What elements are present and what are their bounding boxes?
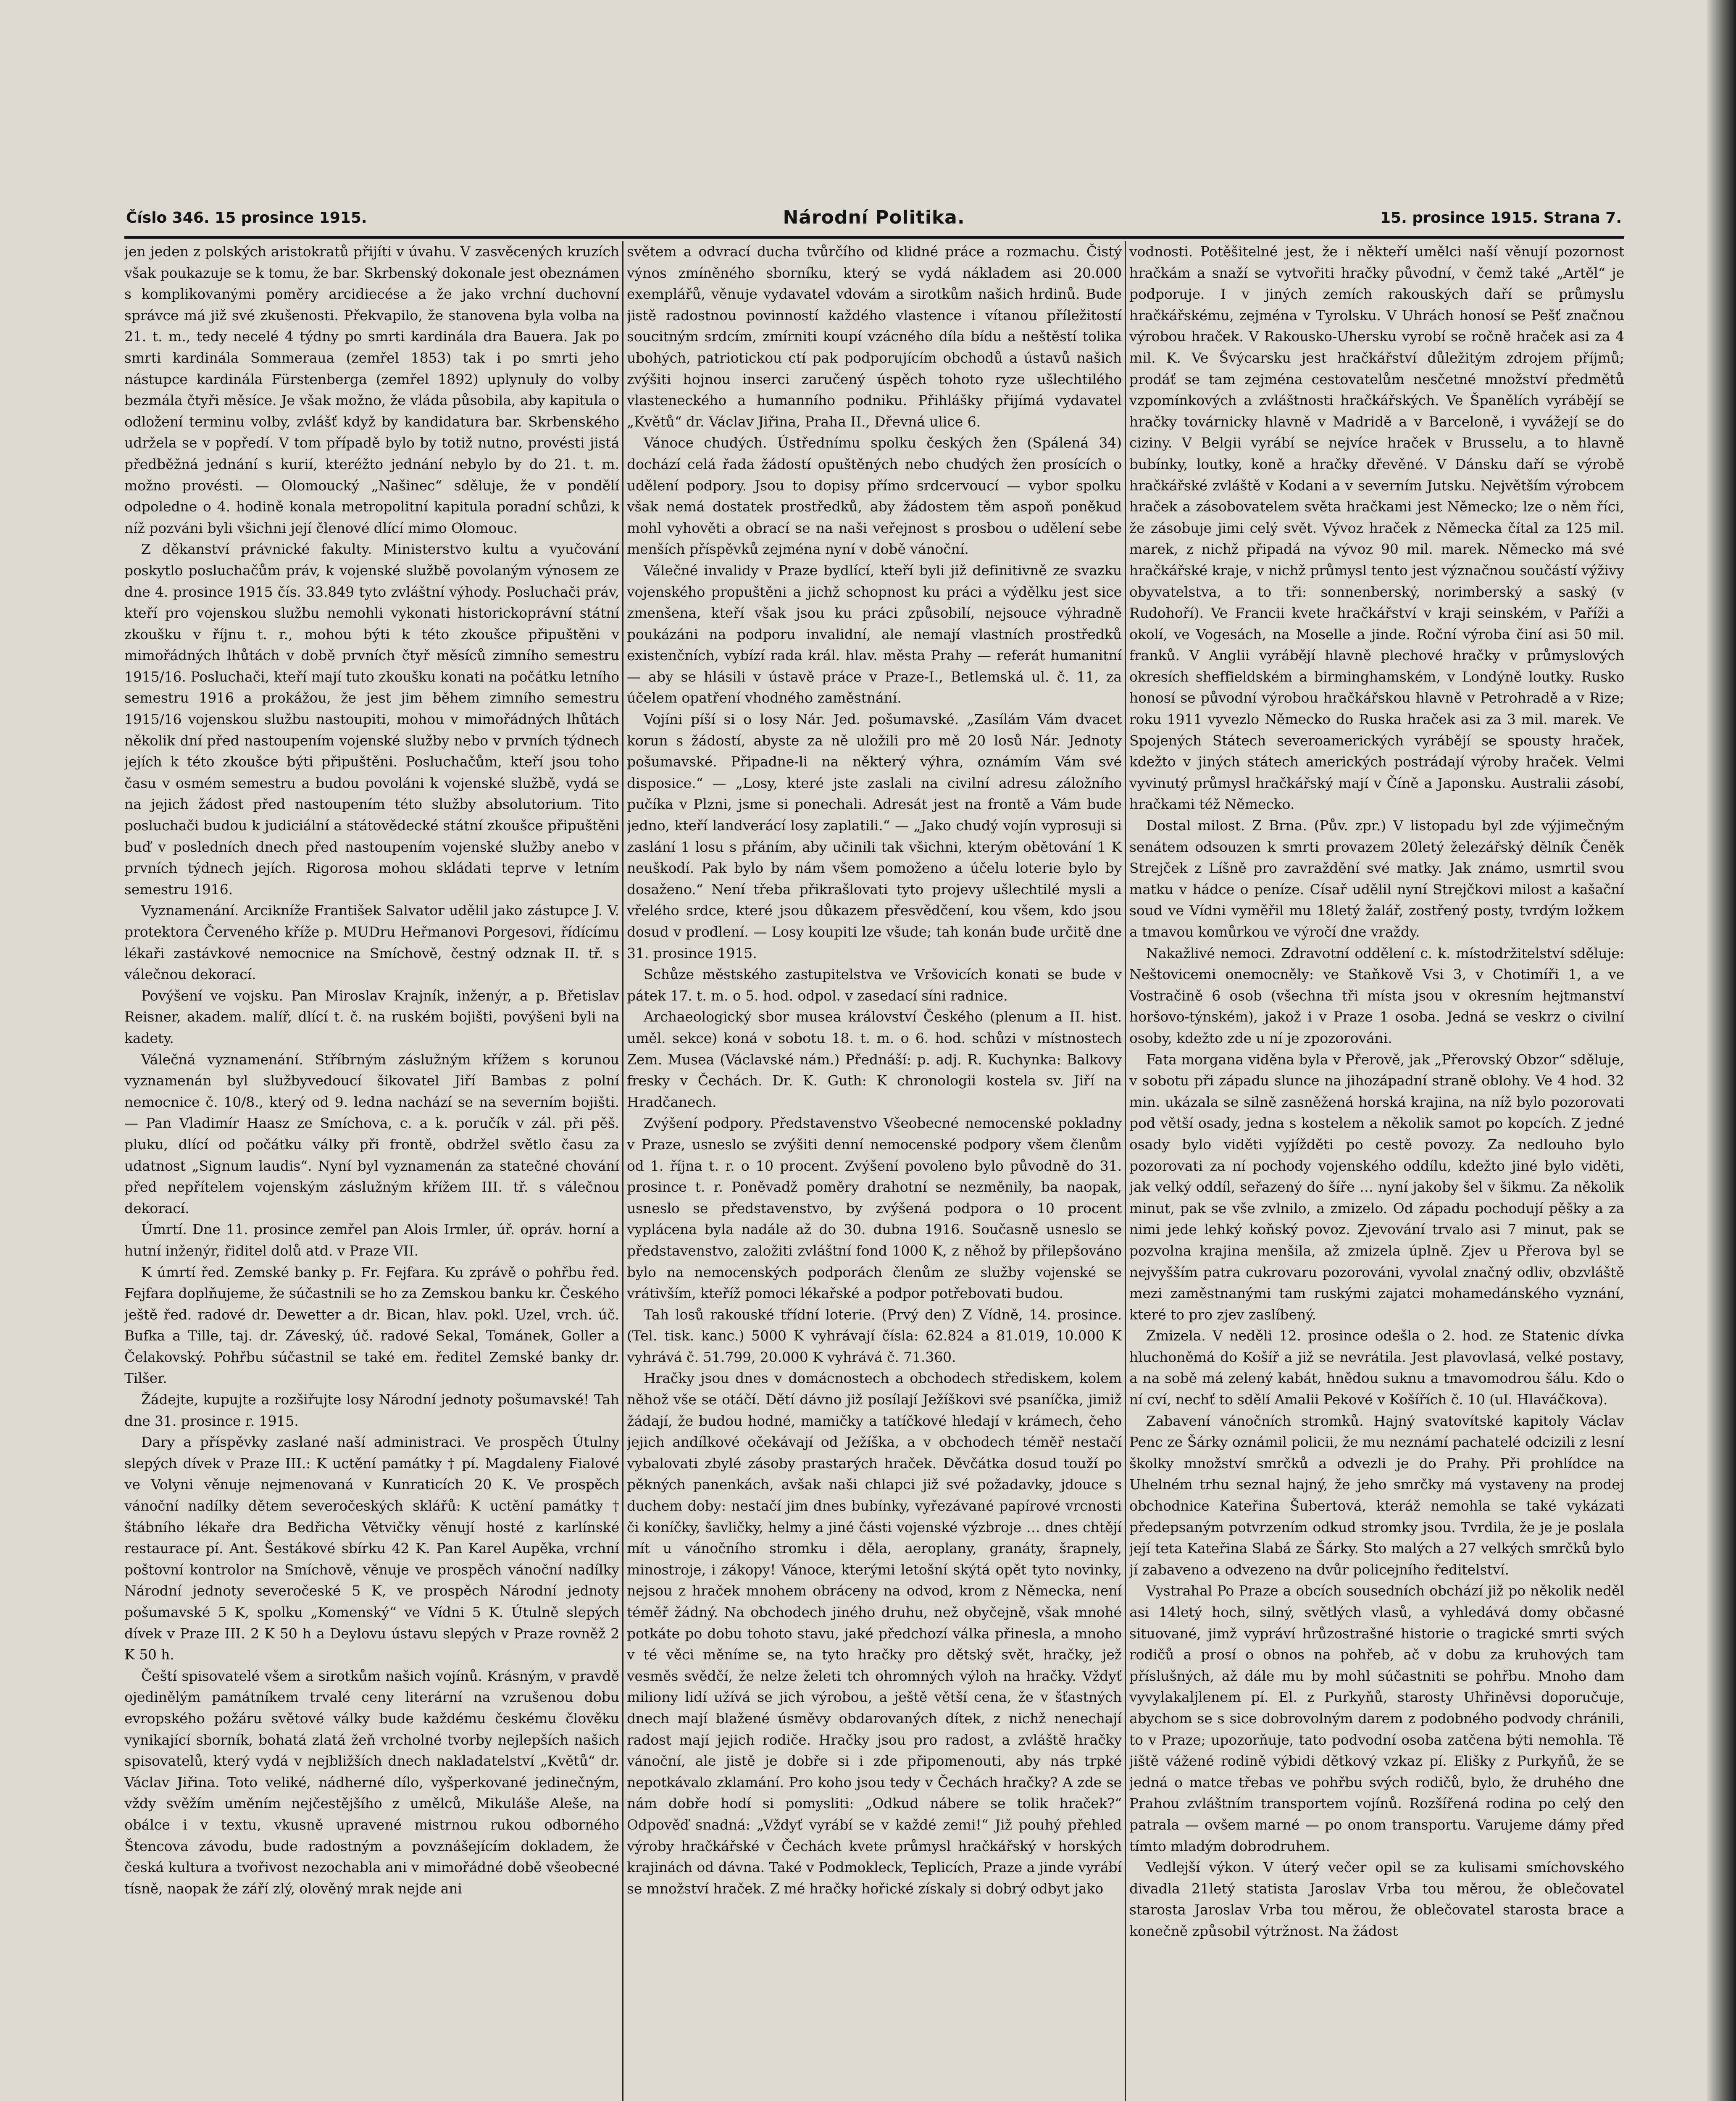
article-paragraph: Hračky jsou dnes v domácnostech a obchodech střediskem, kolem něhož vše se otáčí. Dětí dávno již posílají Ježíškovi své psaníčka, jimiž žádají, že budou hodné, mamičky a tatíčkové hledají v krámech, čeho jejich andílkové očekávají od Ježíška, a v obchodech téměř nestačí vybalovati zbylé zásoby prastarých hraček. Děvčátka dosud touží po pěkných panenkách, avšak naši chlapci již své požadavky, jdouce s duchem doby: nestačí jim dnes bubínky, vyřezávané papírové vrcnosti či koníčky, šavličky, helmy a jiné části vojenské výzbroje … dnes chtějí mít u vánočního stromku i děla, aeroplany, granáty, šrapnely, minostroje, i zákopy! Vánoce, kterými letošní skýtá opět tyto novinky, nejsou z hraček mnohem obráceny na odvod, krom z Německa, není téměř žádný. Na obchodech jiného druhu, než obyčejně, však mnohé potkáte po dobu tohoto stavu, jaké předchozí válka přinesla, a mnoho v té věci měníme se, na tyto hračky pro dětský svět, hračky, jež vesměs svědčí, že nelze želeti tch ohromných výloh na hračky. Vždyť miliony lidí užívá se jich výrobou, a ještě větší cena, že v šťastných dnech mají blažené úsměvy obdarovaných dítek, z nichž nenechají radost mají jejich rodiče. Hračky jsou pro radost, a zvláště hračky vánoční, ale jistě je dobře si i zde připomenouti, aby nás trpké nepotkávalo zklamání. Pro koho jsou tedy v Čechách hračky? A zde se nám dobře hodí si pomysliti: „Odkud nábere se tolik hraček?“ Odpověď snadná: „Vždyť vyrábí se v každé zemi!“ Již pouhý přehled výroby hračkářské v Čechách kvete průmysl hračkářský v horských krajinách od dávna. Také v Podmokleck, Teplicích, Praze a jinde vyrábí se množství hraček. Z mé hračky hořické získaly si dobrý odbyt jako	[627, 1370, 1122, 1897]
header-rule	[124, 236, 1624, 239]
article-paragraph: Vedlejší výkon. V úterý večer opil se za kulisami smíchovského divadla 21letý statista Jaroslav Vrba tou měrou, že oblečovatel starosta Jaroslav Vrba tou měrou, že oblečovatel starosta brace a konečně způsobil výtržnost. Na žádost	[1129, 1859, 1624, 1939]
scan-dark-edge	[1707, 0, 1736, 2101]
article-paragraph: Válečné invalidy v Praze bydlící, kteří byli již definitivně ze svazku vojenského propuštěni a jichž schopnost ku práci a výdělku jest sice zmenšena, kteří však jsou ku práci způsobilí, nejsouce výhradně poukázáni na podporu invalidní, ale nemají vlastních prostředků existenčních, vybízí rada král. hlav. města Prahy — referát humanitní — aby se hlásili v ústavě práce v Praze-I., Betlemská ul. č. 11, za účelem opatření vhodného zaměstnání.	[627, 562, 1122, 706]
article-paragraph: Zvýšení podpory. Představenstvo Všeobecné nemocenské pokladny v Praze, usneslo se zvýšiti denní nemocenské podpory všem členům od 1. října t. r. o 10 procent. Zvýšení povoleno bylo původně do 31. prosince t. r. Poněvadž poměry drahotní se nezměnily, ba naopak, usneslo se představenstvo, by zvýšená podpora o 10 procent vyplácena byla nadále až do 30. dubna 1916. Současně usneslo se představenstvo, založiti zvláštní fond 1000 K, z něhož by přilepšováno bylo na nemocenských podporách členům ze služby vojenské se vrátivším, kteříž pomoci lékařské a podpor potřebovati budou.	[627, 1115, 1122, 1302]
article-paragraph: Zabavení vánočních stromků. Hajný svatovítské kapitoly Václav Penc ze Šárky oznámil policii, že mu neznámí pachatelé odcizili z lesní školky množství smrčků a odvezli je do Prahy. Při prohlídce na Uhelném trhu seznal hajný, že jeho smrčky má vystaveny na prodej obchodnice Kateřina Šubertová, kteráž nemohla se také vykázati předepsaným potvrzením odkud stromky jsou. Tvrdila, že je je poslala její teta Kateřina Slabá ze Šárky. Sto malých a 27 velkých smrčků bylo jí zabaveno a odvezeno na dvůr policejního ředitelství.	[1129, 1412, 1624, 1578]
article-paragraph: Vyznamenání. Arcikníže František Salvator udělil jako zástupce J. V. protektora Červeného kříže p. MUDru Heřmanovi Porgesovi, řídícímu lékaři zastávkové nemocnice na Smíchově, čestný odznak II. tř. s válečnou dekorací.	[124, 902, 619, 983]
article-paragraph: Zmizela. V neděli 12. prosince odešla o 2. hod. ze Statenic dívka hluchoněmá do Košíř a již se nevrátila. Jest plavovlasá, velké postavy, a na sobě má zelený kabát, hnědou suknu a tmavomodrou šálu. Kdo o ní cví, nechť to sdělí Amalii Pekové v Košířích č. 10 (ul. Hlaváčkova).	[1129, 1327, 1624, 1408]
article-paragraph: světem a odvrací ducha tvůrčího od klidné práce a rozmachu. Čistý výnos zmíněného sborníku, který se vydá nákladem asi 20.000 exemplářů, věnuje vydavatel vdovám a sirotkům našich hrdinů. Bude jistě radostnou povinností každého vlastence i vítanou příležitostí soucitným srdcím, zmírniti koupí vzácného díla bídu a neštěstí tolika ubohých, patriotickou ctí pak podporujícím obchodů a ústavů našich zvýšiti hojnou inserci zaručený úspěch tohoto ryze ušlechtilého vlasteneckého a humanního podniku. Přihlášky přijímá vydavatel „Květů“ dr. Václav Jiřina, Praha II., Dřevná ulice 6.	[627, 243, 1122, 430]
article-paragraph: Úmrtí. Dne 11. prosince zemřel pan Alois Irmler, úř. opráv. horní a hutní inženýr, řiditel dolů atd. v Praze VII.	[124, 1221, 619, 1259]
article-paragraph: Z děkanství právnické fakulty. Ministerstvo kultu a vyučování poskytlo posluchačům práv, k vojenské službě povolaným výnosem ze dne 4. prosince 1915 čís. 33.849 tyto zvláštní výhody. Posluchači práv, kteří pro vojenskou službu nemohli vykonati historickoprávní státní zkoušku v říjnu t. r., mohou býti k této zkoušce připuštěni v mimořádných lhůtách v době prvních čtyř měsíců zimního semestru 1915/16. Posluchači, kteří mají tuto zkoušku konati na počátku letního semestru 1916 a prokážou, že jest jim během zimního semestru 1915/16 vojenskou službu nastoupiti, mohou v mimořádných lhůtách několik dní před nastoupením vojenské služby nebo v prvních týdnech jejích k této zkoušce býti připuštěni. Posluchačům, kteří jsou toho času v osmém semestru a budou povoláni k vojenské službě, vydá se na jejich žádost před nastoupením této služby absolutorium. Tito posluchači budou k judiciální a státovědecké státní zkoušce připuštěni buď v posledních dnech před nastoupením vojenské služby anebo v prvních týdnech jejích. Rigorosa mohou skládati teprve v letním semestru 1916.	[124, 541, 619, 898]
article-paragraph: Dary a příspěvky zaslané naší administraci. Ve prospěch Útulny slepých dívek v Praze III.: K uctění památky † pí. Magdaleny Fialové ve Volyni věnuje nejmenovaná v Kunraticích 20 K. Ve prospěch vánoční nadílky dětem severočeských sklářů: K uctění památky † štábního lékaře dra Bedřicha Větvičky věnují hosté z karlínské restaurace pí. Ant. Šestákové sbírku 42 K. Pan Karel Aupěka, vrchní poštovní kontrolor na Smíchově, věnuje ve prospěch vánoční nadílky Národní jednoty severočeské 5 K, ve prospěch Národní jednoty pošumavské 5 K, spolku „Komenský“ ve Vídni 5 K. Útulně slepých dívek v Praze III. 2 K 50 h a Deylovu ústavu slepých v Praze rovněž 2 K 50 h.	[124, 1434, 619, 1663]
text-columns	[124, 241, 1624, 2101]
issue-date-left: Číslo 346. 15 prosince 1915.	[126, 209, 367, 226]
article-paragraph: Vojíni píší si o losy Nár. Jed. pošumavské. „Zasílám Vám dvacet korun s žádostí, abyste za ně uložili pro mě 20 losů Nár. Jednoty pošumavské. Připadne-li na některý výhra, oznámím Vám své disposice.“ — „Losy, které jste zaslali na civilní adresu záložního pučíka v Plzni, jsme si ponechali. Adresát jest na frontě a Vám bude jedno, kteří landverácí losy zaplatili.“ — „Jako chudý vojín vyprosuji si zaslání 1 losu s přáním, aby učinili tak všichni, kterým obětování 1 K neuškodí. Pak bylo by nám všem pomoženo a účelu loterie bylo by dosaženo.“ Není třeba přikrašlovati tyto projevy ušlechtilé mysli a vřelého srdce, které jsou důkazem přesvědčení, kou všem, kdo jsou dosud v prodlení. — Losy koupiti lze všude; tah konán bude určitě dne 31. prosince 1915.	[627, 711, 1122, 961]
article-paragraph: Nakažlivé nemoci. Zdravotní oddělení c. k. místodržitelství sděluje: Neštovicemi onemocněly: ve Staňkově Vsi 3, v Chotimíři 1, a ve Vostračině 6 osob (všechna tři místa jsou v okresním hejtmanství horšovo-týnském), jakož i v Praze 1 osoba. Jedná se veskrz o civilní osoby, kdežto zde u ní je zpozorováni.	[1129, 945, 1624, 1046]
article-paragraph: jen jeden z polských aristokratů přijíti v úvahu. V zasvěcených kruzích však poukazuje se k tomu, že bar. Skrbenský dokonale jest obeznámen s komplikovanými poměry arcidiecése a že jako vrchní duchovní správce má již své zkušenosti. Překvapilo, že stanovena byla volba na 21. t. m., tedy necelé 4 týdny po smrti kardinála dra Bauera. Jak po smrti kardinála Sommerauа (zemřel 1853) tak i po smrti jeho nástupce kardinála Fürstenberga (zemřel 1892) uplynuly do volby bezmála čtyři měsíce. Je však možno, že vláda působila, aby kapitula o odložení terminu volby, zvlášť když by kandidatura bar. Skrbenského udržela se v popředí. V tom případě bylo by totiž nutno, provésti jistá předběžná jednání s kurií, kteréžto jednání nebylo by do 21. t. m. možno provésti. — Olomoucký „Našinec“ sděluje, že v pondělí odpoledne o 4. hodině konala metropolitní kapitula poradní schůzi, k níž pozváni byli všichni její členové dlící mimo Olomouc.	[124, 243, 619, 536]
article-paragraph: Fata morgana viděna byla v Přerově, jak „Přerovský Obzor“ sděluje, v sobotu při západu slunce na jihozápadní straně oblohy. Ve 4 hod. 32 min. ukázala se silně zasněžená horská krajina, na níž bylo pozorovati pod větší osady, jedna s kostelem a několik samot po kopcích. Z jedné osady bylo viděti vyjížděti po cestě povozy. Za nedlouho bylo pozorovati za ní pochody vojenského oddílu, kdežto jiné bylo viděti, jak velký oddíl, seřazený do šíře … nyní jakoby šel v šikmu. Za několik minut, pak se vše zvlnilo, a zmizelo. Od západu pochodují pěšky a za nimi jede lehký koňský povoz. Zjevování trvalo asi 7 minut, pak se pozvolna krajina menšila, až zmizela úplně. Zjev u Přerova byl se nejvyšším patra cukrovaru pozorováni, vyvolal značný odliv, obzvláště mezi zaměstnanými tam ruskými zajatci mohamedánského vyznání, které to pro zjev zaslíbený.	[1129, 1051, 1624, 1323]
article-paragraph: Dostal milost. Z Brna. (Pův. zpr.) V listopadu byl zde výjimečným senátem odsouzen k smrti provazem 20letý železářský dělník Čeněk Strejček z Líšně pro zavraždění své matky. Jak známo, usmrtil svou matku v hádce o peníze. Císař udělil nyní Strejčkovi milost a kašační soud ve Vídni vyměřil mu 18letý žalář, zostřený posty, tvrdým ložkem a tmavou komůrkou ve výročí dne vraždy.	[1129, 817, 1624, 940]
article-paragraph: vodnosti. Potěšitelné jest, že i někteří umělci naší věnují pozornost hračkám a snaží se vytvořiti hračky původní, v čemž také „Artěl“ je podporuje. I v jiných zemích rakouských daří se průmyslu hračkářskému, zejména v Tyrolsku. V Uhrách honosí se Pešť značnou výrobou hraček. V Rakousko-Uhersku vyrobí se ročně hraček asi za 4 mil. K. Ve Švýcarsku jest hračkářství důležitým zdrojem příjmů; prodáť se tam zejména cestovatelům nesčetné množství předmětů vzpomínkových a zvláštnosti hračkářských. Ve Španělích vyrábějí se hračky továrnicky hlavně v Madridě a v Barceloně, i vyvážejí se do ciziny. V Belgii vyrábí se nejvíce hraček v Brusselu, a to hlavně bubínky, loutky, koně a hračky dřevěné. V Dánsku daří se výrobě hračkářské zvláště v Kodani a v severním Jutsku. Největším výrobcem hraček a zásobovatelem světa hračkami jest Německo; lze o něm říci, že zásobuje jimi celý svět. Vývoz hraček z Německa čítal za 125 mil. marek, z nichž připadá na vývoz 90 mil. marek. Německo má své hračkářské kraje, v nichž průmysl tento jest význačnou součástí výživy obyvatelstva, a to tři: sonnenberský, norimberský a saský (v Rudohoří). Ve Francii kvete hračkářství v kraji seinském, v Paříži a okolí, ve Vogesách, na Moselle a jinde. Roční výroba činí asi 50 mil. franků. V Anglii vyrábějí hlavně plechové hračky v průmyslových okresích sheffieldském a birminghamském, v Londýně loutky. Rusko honosí se původní výrobou hračkářskou hlavně v Petrohradě a v Rize; roku 1911 vyvezlo Německo do Ruska hraček asi za 3 mil. marek. Ve Spojených Státech severoamerických vyrábějí se spousty hraček, kdežto v jiných státech amerických postrádají výroby hraček. Velmi vyvinutý průmysl hračkářský mají v Číně a Japonsku. Australii zásobí, hračkami též Německo.	[1129, 243, 1624, 813]
article-paragraph: Čeští spisovatelé všem a sirotkům našich vojínů. Krásným, v pravdě ojedinělým památníkem trvalé ceny literární na vzrušenou dobu evropského požáru světové války bude každému českému člověku vynikající sborník, bohatá zlatá žeň vrcholné tvorby nejlepších našich spisovatelů, který vydá v nejbližších dnech nakladatelství „Květů“ dr. Václav Jiřina. Toto veliké, nádherné dílo, vyšperkované jedinečným, vždy svěžím uměním nejčestějšího z umělců, Mikuláše Aleše, na obálce i v textu, vkusně upravené mistrnou rukou odborného Štencova závodu, bude radostným a povznášejícím dokladem, že česká kultura a tvořivost nezochabla ani v mimořádné době všeobecné tísně, naopak že září zlý, olověný mrak nejde ani	[124, 1667, 619, 1897]
column-3	[1129, 241, 1624, 2101]
column-1	[124, 241, 619, 2101]
column-2	[627, 241, 1122, 2101]
article-paragraph: K úmrtí řed. Zemské banky p. Fr. Fejfara. Ku zprávě o pohřbu řed. Fejfara doplňujeme, že súčastnili se ho za Zemskou banku kr. Českého ještě řed. radové dr. Dewetter a dr. Bican, hlav. pokl. Uzel, vrch. úč. Bufka a Tille, taj. dr. Záveský, úč. radové Sekal, Tománek, Goller a Čelakovský. Pohřbu súčastnil se také em. ředitel Zemské banky dr. Tilšer.	[124, 1264, 619, 1387]
masthead-title: Národní Politika.	[783, 207, 965, 228]
page-header	[126, 205, 1622, 234]
article-paragraph: Vystrahal Po Praze a obcích sousedních obchází již po několik neděl asi 14letý hoch, silný, světlých vlasů, a vyhledává domy občasné situované, jimž vypráví hrůzostrašné historie o tragické smrti svých rodičů a prosí o obnos na pohřeb, ač v dobu za kruhových tam příslušných, až dále mu by mohl súčastniti se pohřbu. Mnoho dam vyvylakaljlenem pí. El. z Purkyňů, starosty Uhřiněvsi doporučuje, abychom se s sice dobrovolným darem z podobného podvody chránili, to v Praze; upozorňuje, tato podvodní osoba zatčena býti nemohla. Tě jiště vážené rodině výbidi dětkový vzkaz pí. Elišky z Purkyňů, že se jedná o matce třebas ve pohřbu svých rodičů, bylo, že druhého dne Prahou zvláštním transportem vojínů. Rozšířená rodina po celý den patrala — ovšem marné — po onom transportu. Varujeme dámy před tímto mladým dobrodruhem.	[1129, 1582, 1624, 1854]
article-paragraph: Povýšení ve vojsku. Pan Miroslav Krajník, inženýr, a p. Břetislav Reisner, akadem. malíř, dlící t. č. na ruském bojišti, povýšeni byli na kadety.	[124, 987, 619, 1046]
article-paragraph: Schůze městského zastupitelstva ve Vršovicích konati se bude v pátek 17. t. m. o 5. hod. odpol. v zasedací síni radnice.	[627, 966, 1122, 1004]
article-paragraph: Vánoce chudých. Ústřednímu spolku českých žen (Spálená 34) dochází celá řada žádostí opuštěných nebo chudých žen prosících o udělení podpory. Jsou to dopisy přímo srdcervoucí — vybor spolku však nemá dostatek prostředků, aby žádostem těm aspoň poněkud mohl vyhověti a obrací se na naši veřejnost s prosbou o udělení sebe menších příspěvků zejména nyní v době vánoční.	[627, 434, 1122, 558]
article-paragraph: Archaeologický sbor musea království Českého (plenum a II. hist. uměl. sekce) koná v sobotu 18. t. m. o 6. hod. schůzi v místnostech Zem. Musea (Václavské nám.) Přednáší: p. adj. R. Kuchynka: Balkovy fresky v Čechách. Dr. K. Guth: K chronologii kostela sv. Jiří na Hradčanech.	[627, 1008, 1122, 1110]
article-paragraph: Žádejte, kupujte a rozšiřujte losy Národní jednoty pošumavské! Tah dne 31. prosince r. 1915.	[124, 1391, 619, 1429]
article-paragraph: Tah losů rakouské třídní loterie. (Prvý den) Z Vídně, 14. prosince. (Tel. tisk. kanc.) 5000 K vyhrávají čísla: 62.824 a 81.019, 10.000 K vyhrává č. 51.799, 20.000 K vyhrává č. 71.360.	[627, 1306, 1122, 1365]
page-number-right: 15. prosince 1915. Strana 7.	[1380, 209, 1622, 226]
article-paragraph: Válečná vyznamenání. Stříbrným záslužným křížem s korunou vyznamenán byl službyvedoucí šikovatel Jiří Bambas z polní nemocnice č. 10/8., který od 9. ledna nachází se na severním bojišti. — Pan Vladimír Haasz ze Smíchova, c. a k. poručík v zál. při pěš. pluku, dlící od počátku války při frontě, obdržel světlo času za udatnost „Signum laudis“. Nyní byl vyznamenán za statečné chování před nepřítelem vojenským záslužným křížem III. tř. s válečnou dekorací.	[124, 1051, 619, 1216]
